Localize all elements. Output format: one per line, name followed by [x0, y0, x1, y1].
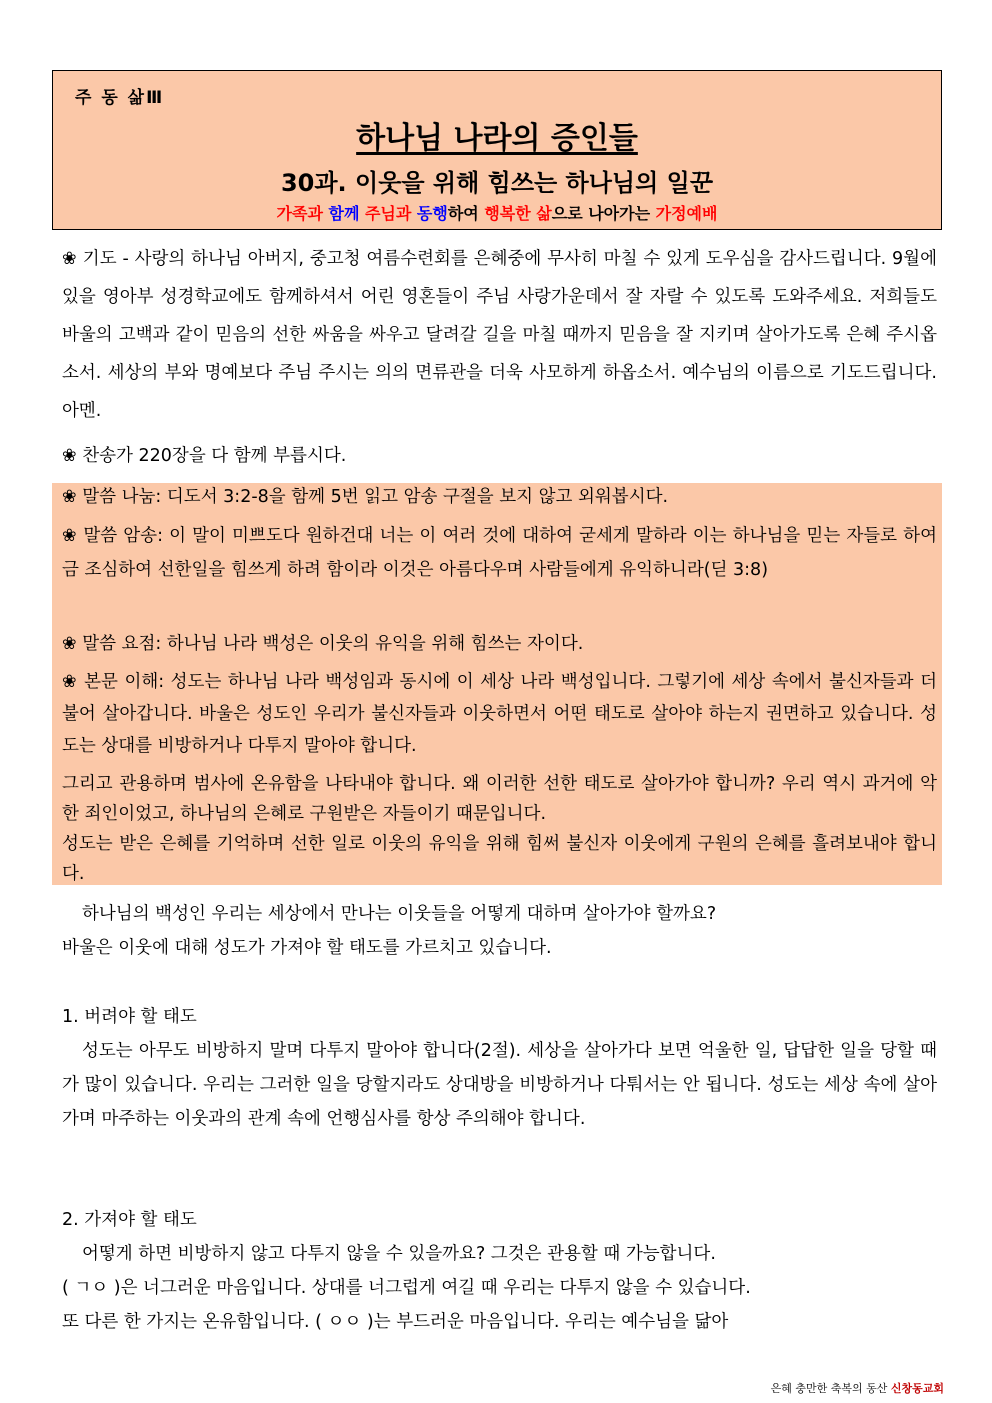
section-2-line-2: ( ㄱㅇ )은 너그러운 마음입니다. 상대를 너그럽게 여길 때 우리는 다투지 않을 수 있습니다. — [62, 1278, 751, 1298]
key-point-text: 말씀 요점: 하나님 나라 백성은 이웃의 유익을 위해 힘쓰는 자이다. — [82, 634, 584, 654]
flower-icon: ❀ — [62, 446, 77, 466]
subtitle-part: 가정예배 — [655, 204, 718, 223]
word-sharing-paragraph — [62, 486, 937, 508]
intro-line-1: 하나님의 백성인 우리는 세상에서 만나는 이웃들을 어떻게 대하며 살아가야 할까요? — [82, 904, 717, 924]
understanding-paragraph-3: 성도는 받은 은혜를 기억하며 선한 일로 이웃의 유익을 위해 힘써 불신자 이웃에게 구원의 은혜를 흘려보내야 합니다. — [62, 834, 937, 884]
footer — [771, 1380, 944, 1396]
subtitle-part: 으로 나아가는 — [551, 204, 656, 223]
lesson-header — [52, 70, 942, 230]
key-point-paragraph — [62, 633, 937, 655]
hymn-paragraph — [62, 437, 937, 475]
understanding-text-1: 본문 이해: 성도는 하나님 나라 백성임과 동시에 이 세상 나라 백성입니다. 그렇기에 세상 속에서 불신자들과 더불어 살아갑니다. 바울은 성도인 우리가 불신자들과 이웃하면서 어떤 태도로 살아야 하는지 권면하고 있습니다. 성도는 상대를 비방하거나 다투지 말아야 합니다. — [62, 672, 937, 756]
section-1-heading: 1. 버려야 할 태도 — [62, 1007, 197, 1027]
subtitle-part: 하여 — [447, 204, 485, 223]
series-label: 주 동 삶Ⅲ — [75, 88, 165, 108]
footer-text: 은혜 충만한 축복의 동산 — [770, 1382, 891, 1395]
subtitle-part: 함께 — [328, 204, 365, 223]
subtitle-part: 행복한 삶 — [484, 204, 552, 223]
prayer-paragraph — [62, 240, 937, 430]
section-2-line-1: 어떻게 하면 비방하지 않고 다투지 않을 수 있을까요? 그것은 관용할 때 가능합니다. — [82, 1244, 716, 1264]
section-1-body: 성도는 아무도 비방하지 말며 다투지 말아야 합니다(2절). 세상을 살아가다 보면 억울한 일, 답답한 일을 당할 때가 많이 있습니다. 우리는 그러한 일을 당할지라도 상대방을 비방하거나 다퉈서는 안 됩니다. 성도는 세상 속에 살아가며 마주하는 이웃과의 관계 속에 언행심사를 항상 주의해야 합니다. — [62, 1041, 937, 1129]
intro-line-2: 바울은 이웃에 대해 성도가 가져야 할 태도를 가르치고 있습니다. — [62, 938, 552, 958]
lesson-title: 30과. 이웃을 위해 힘쓰는 하나님의 일꾼 — [280, 169, 714, 197]
flower-icon: ❀ — [62, 526, 78, 546]
flower-icon: ❀ — [62, 249, 77, 269]
main-title: 하나님 나라의 증인들 — [356, 121, 638, 156]
section-2-heading: 2. 가져야 할 태도 — [62, 1210, 197, 1230]
flower-icon: ❀ — [62, 487, 77, 507]
subtitle-part: 동행 — [416, 204, 448, 223]
memory-verse-paragraph — [62, 519, 937, 587]
subtitle-part: 주님과 — [364, 204, 417, 223]
section-2-line-3: 또 다른 한 가지는 온유함입니다. ( ㅇㅇ )는 부드러운 마음입니다. 우리는 예수님을 닮아 — [62, 1312, 729, 1332]
flower-icon: ❀ — [62, 634, 77, 654]
flower-icon: ❀ — [62, 672, 78, 692]
hymn-text: 찬송가 220장을 다 함께 부릅시다. — [82, 446, 347, 466]
subtitle-part: 가족과 — [276, 204, 329, 223]
prayer-text: 기도 - 사랑의 하나님 아버지, 중고청 여름수련회를 은혜중에 무사히 마칠 수 있게 도우심을 감사드립니다. 9월에 있을 영아부 성경학교에도 함께하셔서 어린 영혼들이 주님 사랑가운데서 잘 자랄 수 있도록 도와주세요. 저희들도 바울의 고백과 같이 믿음의 선한 싸움을 싸우고 달려갈 길을 마칠 때까지 믿음을 잘 지키며 살아가도록 은혜 주시옵소서. 세상의 부와 명예보다 주님 주시는 의의 면류관을 더욱 사모하게 하옵소서. 예수님의 이름으로 기도드립니다. 아멘. — [62, 249, 937, 421]
understanding-paragraph-2: 그리고 관용하며 범사에 온유함을 나타내야 합니다. 왜 이러한 선한 태도로 살아가야 합니까? 우리 역시 과거에 악한 죄인이었고, 하나님의 은혜로 구원받은 자들이기 때문입니다. — [62, 774, 937, 824]
subtitle — [53, 201, 941, 224]
understanding-paragraph-1 — [62, 666, 937, 762]
word-sharing-text: 말씀 나눔: 디도서 3:2-8을 함께 5번 읽고 암송 구절을 보지 않고 외워봅시다. — [82, 487, 669, 507]
memory-verse-text: 말씀 암송: 이 말이 미쁘도다 원하건대 너는 이 여러 것에 대하여 굳세게 말하라 이는 하나님을 믿는 자들로 하여금 조심하여 선한일을 힘쓰게 하려 함이라 이것은 아름다우며 사람들에게 유익하니라(딛 3:8) — [62, 526, 937, 580]
church-name: 신창동교회 — [890, 1382, 944, 1395]
